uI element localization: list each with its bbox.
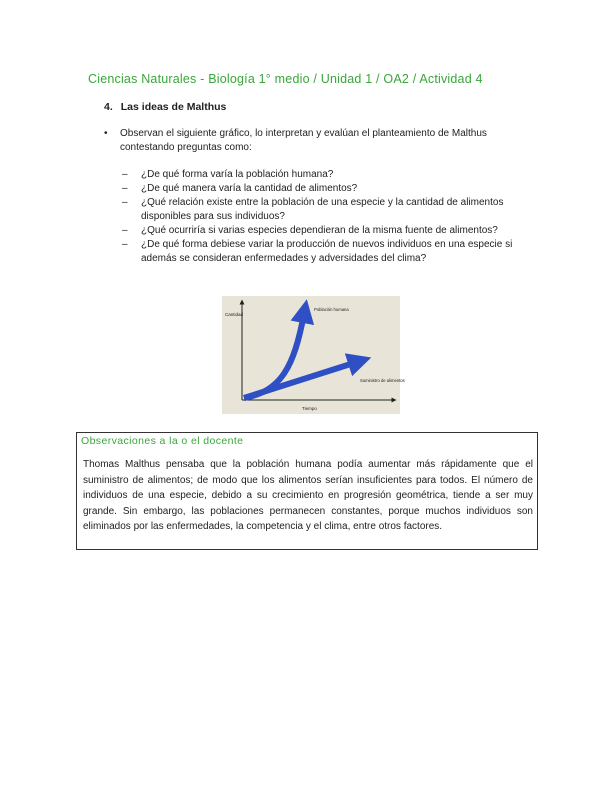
question-list [122, 168, 527, 266]
question-text: ¿De qué manera varía la cantidad de alimentos? [141, 183, 358, 194]
page-header: Ciencias Naturales - Biología 1° medio / Unidad 1 / OA2 / Actividad 4 [88, 72, 483, 86]
x-axis-label: Tiempo [302, 406, 317, 411]
teacher-notes-box [76, 432, 538, 550]
instruction-bullet [104, 127, 524, 155]
question-item [122, 182, 527, 196]
dash-marker: – [122, 225, 128, 236]
section-title-text: Las ideas de Malthus [120, 101, 227, 113]
teacher-notes-body: Thomas Malthus pensaba que la población humana podía aumentar más rápidamente que el suministro de alimentos; de modo que los alimentos serían insuficientes para todos. El número de individuos de una especie, debido a su crecimiento en progresión geométrica, tiende a ser muy grande. Sin embargo, las poblaciones permanecen constantes, porque muchos individuos son eliminados por las enfermedades, la competencia y el clima, entre otros factores. [83, 459, 533, 532]
dash-marker: – [122, 169, 128, 180]
question-text: ¿De qué forma debiese variar la producción de nuevos individuos en una especie si además se consideran enfermedades y adversidades del clima? [141, 239, 513, 264]
dash-marker: – [122, 197, 128, 208]
section-title [104, 101, 226, 113]
dash-marker: – [122, 239, 128, 250]
question-item [122, 238, 527, 266]
question-text: ¿Qué relación existe entre la población de una especie y la cantidad de alimentos disponibles para sus individuos? [141, 197, 504, 222]
question-item [122, 224, 527, 238]
food-curve-label: Suministro de alimentos [360, 378, 405, 383]
teacher-notes-title: Observaciones a la o el docente [81, 435, 244, 447]
section-number: 4. [104, 101, 113, 113]
instruction-text: Observan el siguiente gráfico, lo interpretan y evalúan el planteamiento de Malthus contestando preguntas como: [120, 128, 487, 153]
malthus-graph-svg [222, 296, 405, 414]
question-text: ¿De qué forma varía la población humana? [141, 169, 334, 180]
dash-marker: – [122, 183, 128, 194]
question-item [122, 168, 527, 182]
question-item [122, 196, 527, 224]
population-curve-label: Población humana [314, 307, 349, 312]
population-curve [244, 314, 304, 398]
question-text: ¿Qué ocurriría si varias especies dependieran de la misma fuente de alimentos? [141, 225, 498, 236]
bullet-marker: • [104, 128, 108, 139]
malthus-graph [222, 296, 405, 414]
y-axis-label: Cantidad [225, 312, 244, 317]
